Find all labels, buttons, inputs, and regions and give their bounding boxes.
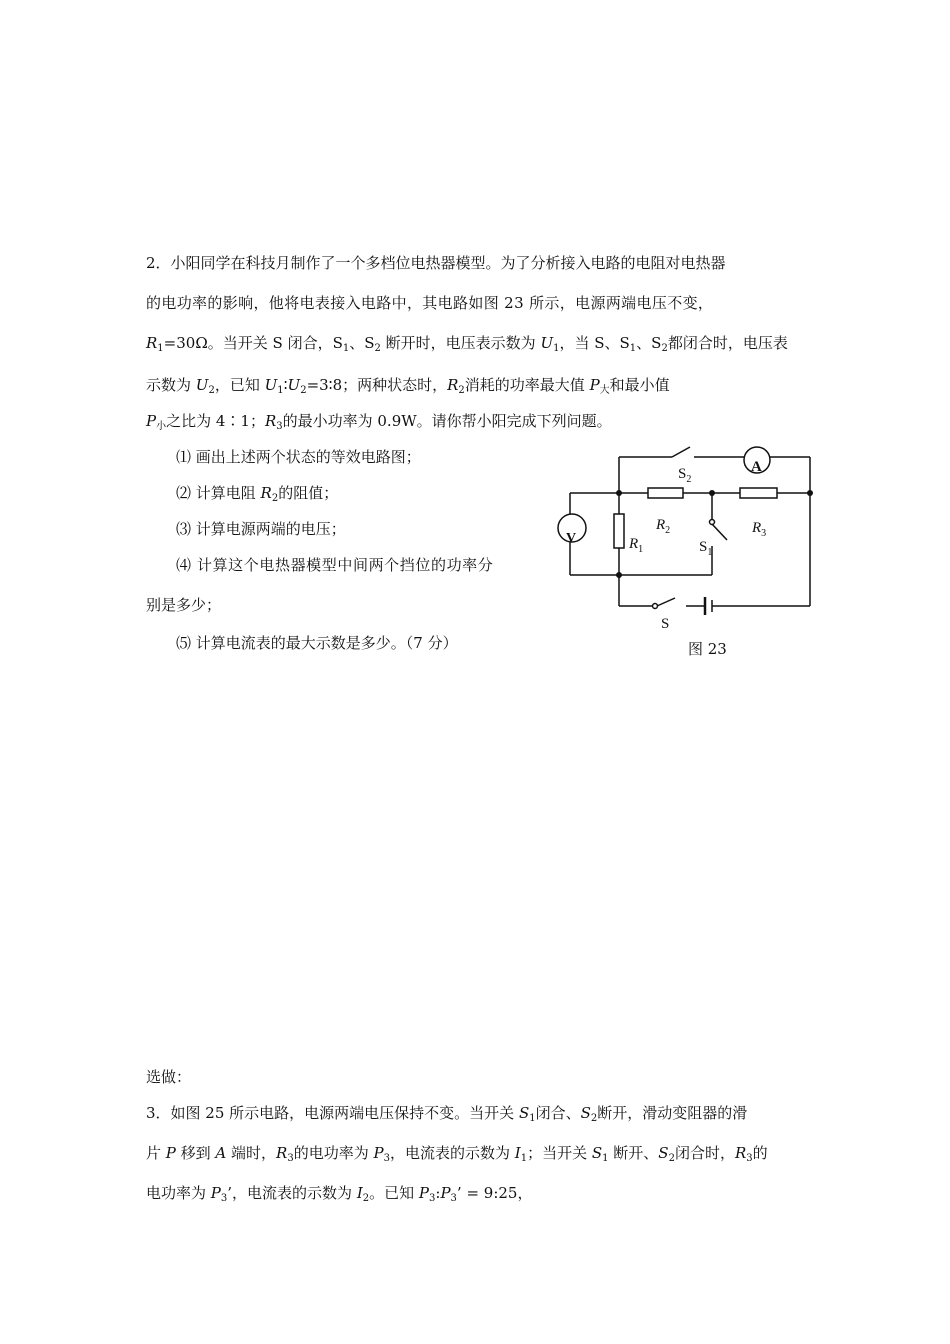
s-switch-blade [657,598,675,606]
label-voltmeter: V [566,531,577,546]
r1-symbol: R [146,334,158,352]
r3-resistor [740,488,777,498]
problem2-line4: 示数为 $U_2$，已知 $U_1∶U_2=3∶8$；两种状态时，$R_2$消耗的功率最大值 $P_大$和最小值 [146,376,670,396]
problem2-line3: $R_1=30\Omega$。当开关 S 闭合，$S_1$、$S_2$ 断开时，电压表示数为 $U_1$，当 S、$S_1$、$S_2$都闭合时，电压表 [146,334,788,354]
label-s1: $S_1$ [699,539,713,558]
problem2-line1: 2．小阳同学在科技月制作了一个多档位电热器模型。为了分析接入电路的电阻对电热器 [146,254,726,272]
s2-switch-blade [672,447,690,457]
r1-resistor [614,514,624,548]
s1-switch-blade [712,524,727,540]
problem2-line2: 的电功率的影响，他将电表接入电路中，其电路如图 23 所示，电源两端电压不变， [146,294,714,312]
label-r1: $R_1$ [629,536,644,555]
r2-resistor [648,488,683,498]
question-3: ⑶ 计算电源两端的电压； [176,520,346,538]
label-r2: $R_2$ [656,517,671,536]
problem2-line5: $P_小$之比为 4∶1；$R_3$的最小功率为 0.9W。请你帮小阳完成下列问题。 [146,412,612,432]
problem3-line2: 片 P 移到 A 端时，$R_3$的电功率为 $P_3$，电流表的示数为 $I_1$；当开关 $S_1$ 断开、$S_2$闭合时，$R_3$的 [146,1144,768,1164]
label-s2: $S_2$ [678,466,692,485]
question-1: ⑴ 画出上述两个状态的等效电路图； [176,448,421,466]
figure-caption: 图 23 [688,640,727,658]
question-4a: ⑷ 计算这个电热器模型中间两个挡位的功率分 [176,556,494,574]
s-contact [653,604,658,609]
problem3-line1: 3．如图 25 所示电路，电源两端电压保持不变。当开关 $S_1$闭合、$S_2$断开，滑动变阻器的滑 [146,1104,748,1124]
circuit-diagram [550,440,830,670]
problem3-line3: 电功率为 $P_3$’，电流表的示数为 $I_2$。已知 $P_3:P_3$’ = 9:25， [146,1184,533,1204]
label-s: S [661,616,670,632]
question-2: ⑵ 计算电阻 $R_2$的阻值； [176,484,339,504]
question-4b: 别是多少； [146,596,222,614]
question-5: ⑸ 计算电流表的最大示数是多少。（7 分） [176,634,458,652]
label-ammeter: A [751,459,762,475]
optional-heading: 选做： [146,1068,192,1086]
label-r3: $R_3$ [752,520,767,539]
s1-contact [710,520,715,525]
